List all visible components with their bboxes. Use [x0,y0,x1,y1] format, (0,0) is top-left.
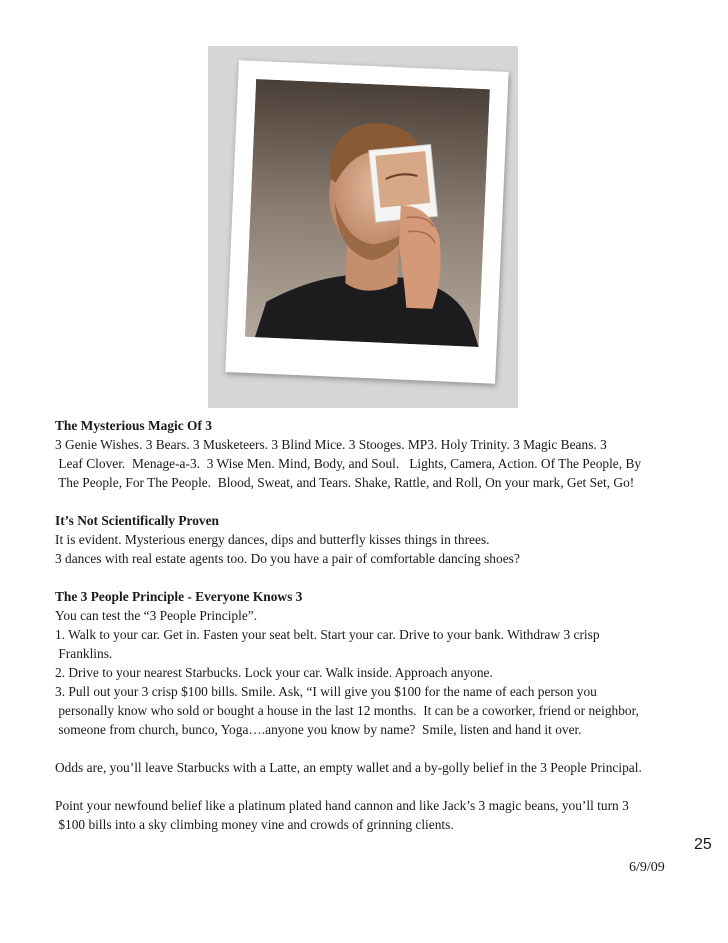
text-line: $100 bills into a sky climbing money vine and crowds of grinning clients. [55,817,454,832]
section-heading: It’s Not Scientifically Proven [55,513,220,528]
text-line: personally know who sold or bought a house in the last 12 months. It can be a coworker, friend or neighbor, [55,703,639,718]
photo-background [208,46,518,408]
text-line: Point your newfound belief like a platinum plated hand cannon and like Jack’s 3 magic beans, you’ll turn 3 [55,798,629,813]
text-line: 3 dances with real estate agents too. Do you have a pair of comfortable dancing shoes? [55,551,520,566]
document-date: 6/9/09 [629,860,665,875]
text-line: Leaf Clover. Menage-a-3. 3 Wise Men. Mind, Body, and Soul. Lights, Camera, Action. Of The People, By [55,456,642,471]
text-line: 1. Walk to your car. Get in. Fasten your seat belt. Start your car. Drive to your bank. Withdraw 3 crisp [55,627,600,642]
document-body [55,416,695,834]
section-heading: The Mysterious Magic Of 3 [55,418,212,433]
man-portrait-image [245,79,490,347]
text-line: You can test the “3 People Principle”. [55,608,258,623]
text-line: 3. Pull out your 3 crisp $100 bills. Smile. Ask, “I will give you $100 for the name of each person you [55,684,597,699]
text-line: 3 Genie Wishes. 3 Bears. 3 Musketeers. 3 Blind Mice. 3 Stooges. MP3. Holy Trinity. 3 Magic Beans. 3 [55,437,607,452]
paragraph-odds: Odds are, you’ll leave Starbucks with a Latte, an empty wallet and a by-golly belief in the 3 People Principal. [55,760,642,775]
text-line: 2. Drive to your nearest Starbucks. Lock your car. Walk inside. Approach anyone. [55,665,493,680]
text-line: It is evident. Mysterious energy dances, dips and butterfly kisses things in threes. [55,532,490,547]
text-line: Franklins. [55,646,113,661]
text-line: The People, For The People. Blood, Sweat, and Tears. Shake, Rattle, and Roll, On your mark, Get Set, Go! [55,475,635,490]
text-line: someone from church, bunco, Yoga….anyone you know by name? Smile, listen and hand it over. [55,722,582,737]
polaroid-photo [225,60,508,383]
section-heading: The 3 People Principle - Everyone Knows 3 [55,589,303,604]
page-number: 25 [694,836,712,853]
